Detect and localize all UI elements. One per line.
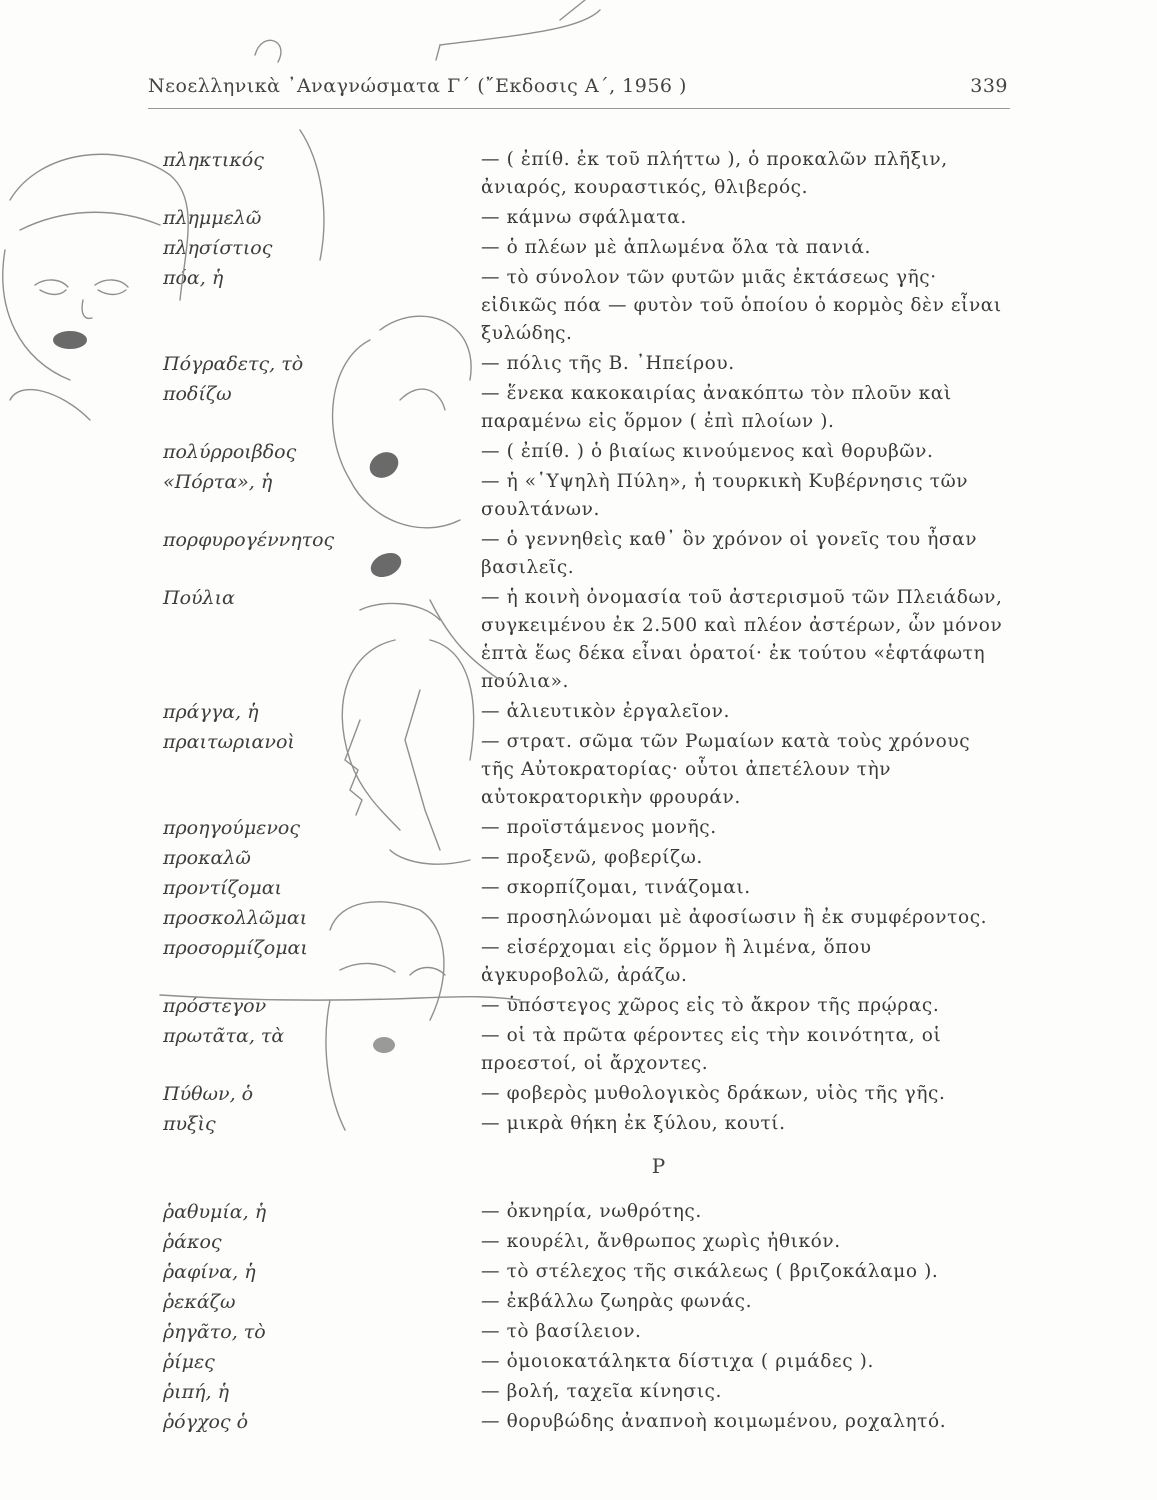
- entry-lemma: ῥόγχος ὁ: [163, 1411, 249, 1433]
- entry-definition: — προϊστάμενος μονῆς.: [481, 817, 717, 838]
- entry-definition: — ἡ κοινὴ ὀνομασία τοῦ ἀστερισμοῦ τῶν Πλειάδων, συγκειμένου ἐκ 2.500 καὶ πλέον ἀστέρων, ὧν μόνον ἑπτὰ ἕως δέκα εἶναι ὁρατοί· ἐκ τούτου «ἑφτάφωτη πούλια».: [481, 587, 1003, 692]
- entry-lemma: «Πόρτα», ἡ: [163, 471, 273, 493]
- entry-definition: — σκορπίζομαι, τινάζομαι.: [481, 877, 751, 898]
- glossary-entry: [0, 698, 1157, 728]
- glossary-entry: [0, 814, 1157, 844]
- glossary-entry: [0, 728, 1157, 814]
- glossary-entry: [0, 1080, 1157, 1110]
- glossary-entry: [0, 468, 1157, 526]
- entry-lemma: πλημμελῶ: [163, 207, 262, 229]
- glossary: [0, 146, 1157, 1438]
- glossary-entry: [0, 1288, 1157, 1318]
- entry-lemma: ῥιπή, ἡ: [163, 1381, 229, 1403]
- entry-lemma: ῥαφίνα, ἡ: [163, 1261, 256, 1283]
- entry-lemma: Πύθων, ὁ: [163, 1083, 254, 1105]
- entry-definition: — προσηλώνομαι μὲ ἀφοσίωσιν ἢ ἐκ συμφέροντος.: [481, 907, 988, 928]
- glossary-entry: [0, 350, 1157, 380]
- entry-definition: — ὁ γεννηθεὶς καθ᾿ ὃν χρόνον οἱ γονεῖς του ἦσαν βασιλεῖς.: [481, 529, 978, 578]
- entry-lemma: πορφυρογέννητος: [163, 529, 335, 551]
- entry-definition: — ἁλιευτικὸν ἐργαλεῖον.: [481, 701, 730, 722]
- entry-definition: — ἡ «῾Υψηλὴ Πύλη», ἡ τουρκικὴ Κυβέρνησις τῶν σουλτάνων.: [481, 471, 969, 520]
- entry-lemma: πληκτικός: [163, 149, 264, 171]
- glossary-entry: [0, 584, 1157, 698]
- glossary-entry: [0, 380, 1157, 438]
- entry-lemma: ῥηγᾶτο, τὸ: [163, 1321, 266, 1343]
- entry-lemma: πρόστεγον: [163, 995, 267, 1017]
- glossary-entry: [0, 204, 1157, 234]
- glossary-entry: [0, 264, 1157, 350]
- entry-lemma: πράγγα, ἡ: [163, 701, 259, 723]
- entry-definition: — θορυβώδης ἀναπνοὴ κοιμωμένου, ροχαλητό.: [481, 1411, 947, 1432]
- glossary-pi: [0, 146, 1157, 1140]
- page-header: [148, 75, 1008, 97]
- glossary-entry: [0, 904, 1157, 934]
- running-title: Νεοελληνικὰ ᾿Αναγνώσματα Γ΄ (῎Εκδοσις Α΄, 1956 ): [148, 75, 687, 97]
- entry-definition: — ὑπόστεγος χῶρος εἰς τὸ ἄκρον τῆς πρῴρας.: [481, 995, 940, 1016]
- entry-definition: — τὸ σύνολον τῶν φυτῶν μιᾶς ἐκτάσεως γῆς· εἰδικῶς πόα — φυτὸν τοῦ ὁποίου ὁ κορμὸς δὲν εἶναι ξυλώδης.: [481, 267, 1002, 344]
- entry-lemma: προντίζομαι: [163, 877, 282, 899]
- glossary-entry: [0, 1022, 1157, 1080]
- entry-definition: — ( ἐπίθ. ἐκ τοῦ πλήττω ), ὁ προκαλῶν πλῆξιν, ἀνιαρός, κουραστικός, θλιβερός.: [481, 149, 948, 198]
- entry-definition: — φοβερὸς μυθολογικὸς δράκων, υἱὸς τῆς γῆς.: [481, 1083, 946, 1104]
- glossary-entry: [0, 1228, 1157, 1258]
- entry-definition: — ( ἐπίθ. ) ὁ βιαίως κινούμενος καὶ θορυβῶν.: [481, 441, 934, 462]
- entry-lemma: ποδίζω: [163, 383, 232, 405]
- entry-lemma: ῥεκάζω: [163, 1291, 236, 1313]
- page-number: 339: [970, 75, 1008, 97]
- entry-definition: — ὁ πλέων μὲ ἁπλωμένα ὅλα τὰ πανιά.: [481, 237, 871, 258]
- entry-lemma: ῥάκος: [163, 1231, 222, 1253]
- glossary-entry: [0, 992, 1157, 1022]
- entry-definition: — οἱ τὰ πρῶτα φέροντες εἰς τὴν κοινότητα, οἱ προεστοί, οἱ ἄρχοντες.: [481, 1025, 942, 1074]
- glossary-entry: [0, 1348, 1157, 1378]
- section-letter: Ρ: [651, 1154, 666, 1178]
- entry-lemma: Πόγραδετς, τὸ: [163, 353, 304, 375]
- entry-definition: — ἕνεκα κακοκαιρίας ἀνακόπτω τὸν πλοῦν καὶ παραμένω εἰς ὅρμον ( ἐπὶ πλοίων ).: [481, 383, 952, 432]
- glossary-entry: [0, 1408, 1157, 1438]
- glossary-entry: [0, 146, 1157, 204]
- entry-lemma: πυξὶς: [163, 1113, 216, 1135]
- glossary-entry: [0, 1198, 1157, 1228]
- entry-definition: — ἐκβάλλω ζωηρὰς φωνάς.: [481, 1291, 753, 1312]
- entry-definition: — κάμνω σφάλματα.: [481, 207, 687, 228]
- entry-definition: — προξενῶ, φοβερίζω.: [481, 847, 703, 868]
- glossary-entry: [0, 1110, 1157, 1140]
- glossary-entry: [0, 1378, 1157, 1408]
- glossary-entry: [0, 874, 1157, 904]
- entry-lemma: προκαλῶ: [163, 847, 251, 869]
- entry-lemma: πρωτᾶτα, τὰ: [163, 1025, 285, 1047]
- entry-definition: — εἰσέρχομαι εἰς ὅρμον ἢ λιμένα, ὅπου ἀγκυροβολῶ, ἀράζω.: [481, 937, 872, 986]
- entry-lemma: προσκολλῶμαι: [163, 907, 308, 929]
- glossary-entry: [0, 1258, 1157, 1288]
- entry-definition: — τὸ βασίλειον.: [481, 1321, 642, 1342]
- entry-lemma: Πούλια: [163, 587, 235, 609]
- glossary-entry: [0, 844, 1157, 874]
- entry-definition: — μικρὰ θήκη ἐκ ξύλου, κουτί.: [481, 1113, 786, 1134]
- entry-lemma: ῥίμες: [163, 1351, 215, 1373]
- glossary-entry: [0, 526, 1157, 584]
- entry-lemma: πλησίστιος: [163, 237, 273, 259]
- entry-definition: — στρατ. σῶμα τῶν Ρωμαίων κατὰ τοὺς χρόνους τῆς Αὐτοκρατορίας· οὗτοι ἀπετέλουν τὴν αὐτοκρατορικὴν φρουράν.: [481, 731, 971, 808]
- entry-definition: — ὁμοιοκατάληκτα δίστιχα ( ριμάδες ).: [481, 1351, 874, 1372]
- entry-lemma: πολύρροιβδος: [163, 441, 297, 463]
- entry-lemma: πόα, ἡ: [163, 267, 224, 289]
- entry-lemma: προσορμίζομαι: [163, 937, 308, 959]
- glossary-rho: [0, 1198, 1157, 1438]
- glossary-entry: [0, 438, 1157, 468]
- glossary-entry: [0, 234, 1157, 264]
- glossary-entry: [0, 934, 1157, 992]
- entry-definition: — τὸ στέλεχος τῆς σικάλεως ( βριζοκάλαμο ).: [481, 1261, 939, 1282]
- entry-lemma: προηγούμενος: [163, 817, 300, 839]
- entry-definition: — βολή, ταχεῖα κίνησις.: [481, 1381, 723, 1402]
- header-rule: [148, 108, 1010, 109]
- entry-definition: — ὀκνηρία, νωθρότης.: [481, 1201, 702, 1222]
- entry-definition: — κουρέλι, ἄνθρωπος χωρὶς ἠθικόν.: [481, 1231, 841, 1252]
- glossary-entry: [0, 1318, 1157, 1348]
- entry-lemma: πραιτωριανοὶ: [163, 731, 295, 753]
- entry-lemma: ῥαθυμία, ἡ: [163, 1201, 267, 1223]
- entry-definition: — πόλις τῆς Β. ᾿Ηπείρου.: [481, 353, 735, 374]
